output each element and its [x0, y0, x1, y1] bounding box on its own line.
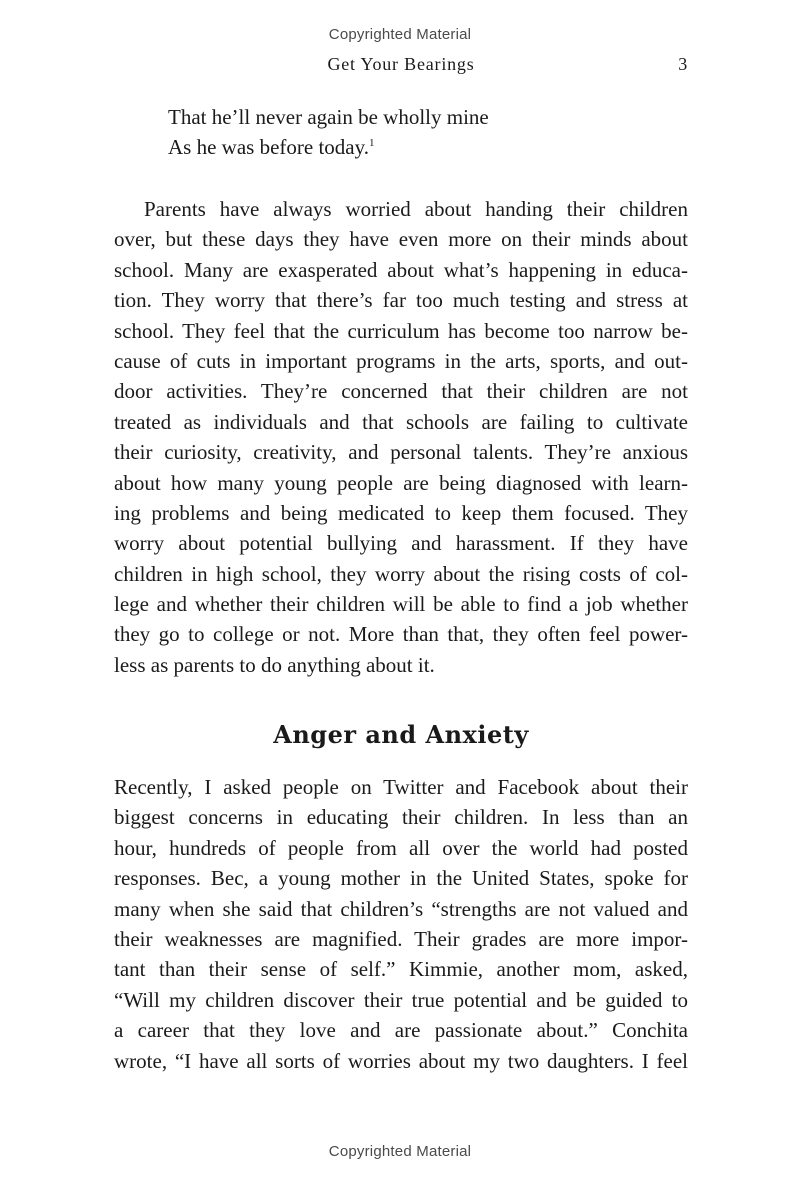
copyright-watermark-top: Copyrighted Material — [328, 26, 472, 43]
text-line: ing problems and being medicated to keep them focused. They — [114, 500, 688, 525]
text-line: many when she said that children’s “strengths are not valued and — [114, 896, 688, 921]
text-line: about how many young people are being diagnosed with learn- — [114, 470, 688, 495]
page-number: 3 — [678, 54, 688, 74]
footnote-marker: 1 — [369, 137, 375, 149]
text-line: school. Many are exasperated about what’s happening in educa- — [114, 257, 688, 282]
text-line: their weaknesses are magnified. Their grades are more impor- — [114, 926, 688, 951]
verse-line: That he’ll never again be wholly mine — [168, 105, 489, 129]
text-line: lege and whether their children will be able to find a job whether — [114, 592, 688, 617]
text-line: Parents have always worried about handing their children — [144, 197, 688, 221]
text-line: their curiosity, creativity, and personal talents. They’re anxious — [114, 440, 688, 465]
text-line: less as parents to do anything about it. — [114, 652, 435, 677]
text-line: worry about potential bullying and harassment. If they have — [114, 531, 688, 556]
text-line: tant than their sense of self.” Kimmie, another mom, asked, — [114, 957, 688, 982]
text-line: door activities. They’re concerned that their children are not — [114, 379, 688, 404]
text-line: “Will my children discover their true potential and be guided to — [114, 987, 688, 1012]
text-line: they go to college or not. More than that, they often feel power- — [114, 622, 688, 647]
running-head-title: Get Your Bearings — [327, 54, 475, 74]
text-line: wrote, “I have all sorts of worries about my two daughters. I feel — [114, 1048, 688, 1073]
verse-quote — [168, 102, 489, 162]
text-line: tion. They worry that there’s far too much testing and stress at — [114, 288, 688, 313]
verse-line — [168, 132, 489, 162]
text-line: over, but these days they have even more on their minds about — [114, 227, 688, 252]
text-line: a career that they love and are passionate about.” Conchita — [114, 1018, 688, 1043]
verse-line-text: As he was before today. — [168, 135, 369, 159]
running-head — [114, 54, 688, 78]
text-line: Recently, I asked people on Twitter and Facebook about their — [114, 775, 688, 799]
paragraph-parents-worries — [114, 194, 688, 680]
paragraph-anger-anxiety — [114, 772, 688, 1076]
text-line: hour, hundreds of people from all over the world had posted — [114, 835, 688, 860]
text-line: children in high school, they worry about the rising costs of col- — [114, 561, 688, 586]
section-heading: Anger and Anxiety — [273, 720, 529, 749]
text-line: school. They feel that the curriculum has become too narrow be- — [114, 318, 688, 343]
text-line: treated as individuals and that schools are failing to cultivate — [114, 409, 688, 434]
text-line: cause of cuts in important programs in the arts, sports, and out- — [114, 348, 688, 373]
text-line: responses. Bec, a young mother in the United States, spoke for — [114, 866, 688, 891]
copyright-watermark-bottom: Copyrighted Material — [328, 1143, 472, 1160]
text-line: biggest concerns in educating their children. In less than an — [114, 805, 688, 830]
